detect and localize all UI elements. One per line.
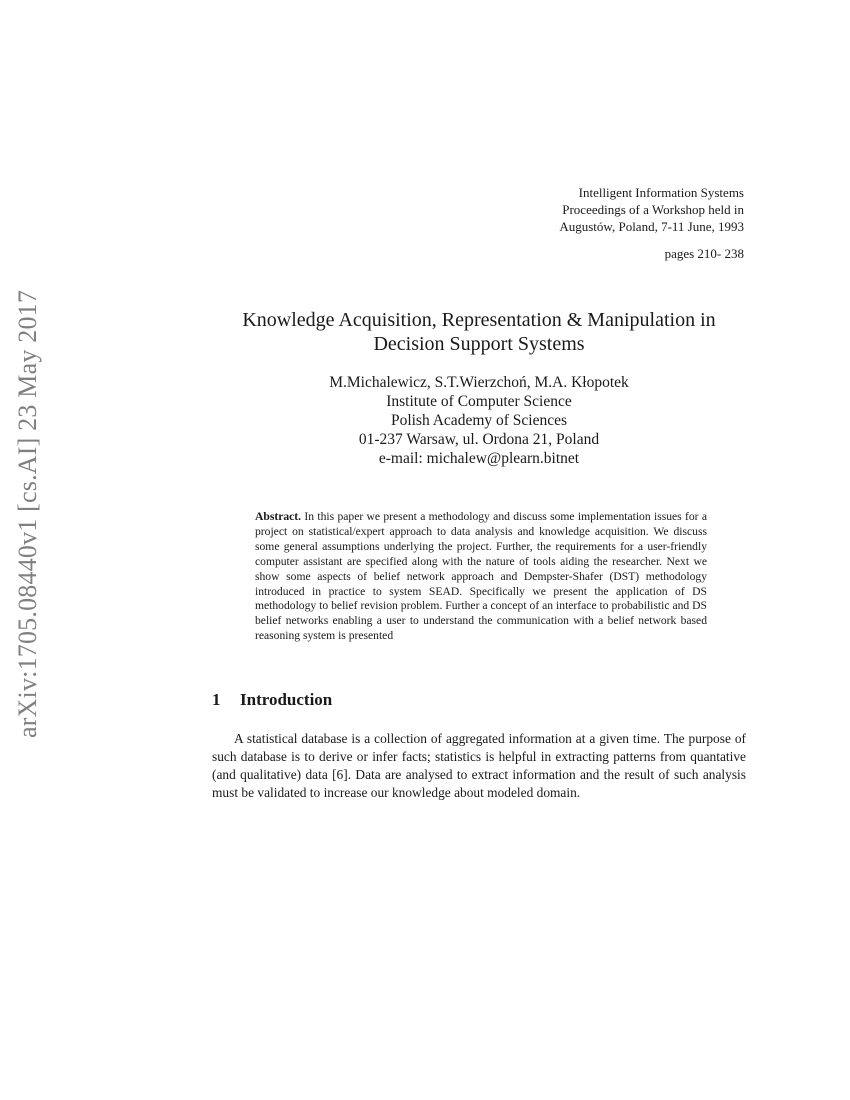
author-names: M.Michalewicz, S.T.Wierzchoń, M.A. Kłopotek: [329, 374, 629, 391]
venue-line-3: Augustów, Poland, 7-11 June, 1993: [559, 219, 744, 234]
arxiv-sidebar-stamp: [0, 264, 56, 764]
section-number: 1: [212, 690, 221, 709]
abstract: [255, 510, 707, 644]
title-line-1: Knowledge Acquisition, Representation & Manipulation in: [242, 309, 716, 331]
venue-block: [559, 184, 744, 235]
title-line-2: Decision Support Systems: [373, 333, 585, 355]
abstract-text: In this paper we present a methodology and discuss some implementation issues for a project on statistical/expert approach to data analysis and knowledge acquisition. We discuss some general assumptions underlying the project. Further, the requirements for a user-friendly computer assistant are specified along with the nature of tools aiding the researcher. Next we show some aspects of belief network approach and Dempster-Shafer (DST) methodology introduced in practice to system SEAD. Specifically we present the application of DS methodology to belief revision problem. Further a concept of an interface to probabilistic and DS belief networks enabling a user to understand the communication with a belief network based reasoning system is presented: [255, 510, 707, 643]
author-academy: Polish Academy of Sciences: [390, 412, 568, 429]
abstract-label: Abstract.: [255, 510, 302, 523]
intro-paragraph: A statistical database is a collection of aggregated information at a given time. The purpose of such database is to derive or infer facts; statistics is helpful in extracting patterns from quantative (and qualitative) data [6]. Data are analysed to extract information and the result of such analysis must be validated to increase our knowledge about modeled domain.: [212, 731, 746, 800]
venue-line-2: Proceedings of a Workshop held in: [562, 202, 744, 217]
author-block: [212, 373, 746, 468]
arxiv-identifier: arXiv:1705.08440v1 [cs.AI] 23 May 2017: [13, 289, 42, 739]
venue-line-1: Intelligent Information Systems: [578, 185, 744, 200]
author-email: e-mail: michalew@plearn.bitnet: [378, 450, 580, 467]
author-address: 01-237 Warsaw, ul. Ordona 21, Poland: [358, 431, 600, 448]
section-heading: [212, 690, 332, 710]
author-institute: Institute of Computer Science: [386, 393, 572, 410]
section-title: Introduction: [240, 690, 333, 709]
page-range: pages 210- 238: [664, 246, 744, 261]
paper-title: [212, 308, 746, 356]
